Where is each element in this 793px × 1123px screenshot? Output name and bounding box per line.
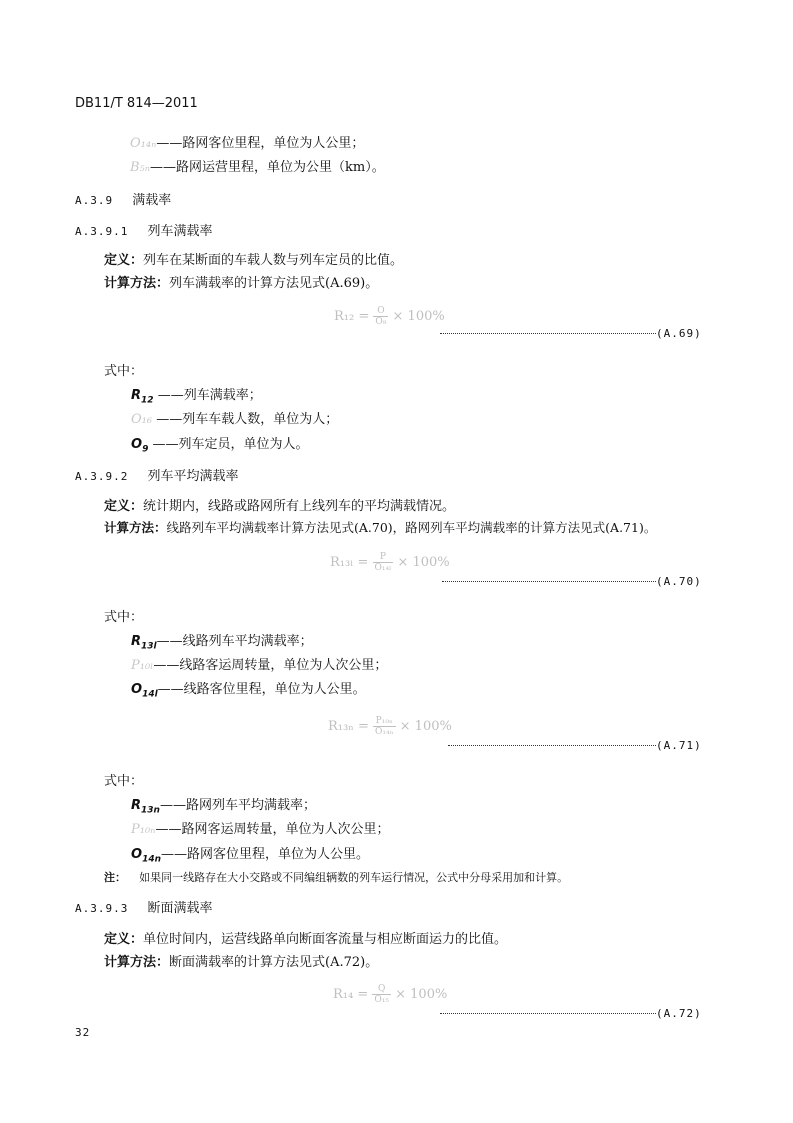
note-label: 注： <box>104 871 126 884</box>
definition-label: 定义： <box>104 253 144 268</box>
formula-fraction <box>373 306 388 327</box>
equation-number: (A.69) <box>656 327 702 340</box>
variable-line <box>131 843 369 865</box>
equation-number: (A.71) <box>656 739 702 752</box>
equation-number: (A.70) <box>656 575 702 588</box>
where-label: 式中： <box>104 774 144 789</box>
dot-leader <box>442 581 656 582</box>
page-number: 32 <box>75 1026 91 1039</box>
symbol: O₁₆ <box>131 412 153 427</box>
where-label: 式中： <box>104 610 144 625</box>
formula-fraction <box>372 984 391 1005</box>
definition-text: 统计期内，线路或路网所有上线列车的平均满载情况。 <box>143 499 456 514</box>
numerator: Q <box>372 984 391 995</box>
variable-text: ——列车定员，单位为人。 <box>152 437 309 452</box>
definition-paragraph <box>104 249 403 268</box>
variable-text: ——线路列车平均满载率； <box>156 634 313 649</box>
calculation-paragraph <box>104 272 378 291</box>
formula-rhs: × 100% <box>399 719 452 734</box>
numerator: P₁₀ₙ <box>373 716 396 727</box>
formula-rhs: × 100% <box>392 309 445 324</box>
denominator: O₉ <box>375 317 387 327</box>
section-title: 满载率 <box>132 193 172 208</box>
note <box>104 866 568 885</box>
symbol: $R_{12}$ <box>131 388 154 406</box>
formula-lhs: R₁₃ₙ = <box>328 719 369 734</box>
section-number: A.3.9.3 <box>75 902 129 915</box>
definition-paragraph <box>104 928 507 947</box>
calculation-paragraph <box>104 518 656 536</box>
document-code: DB11/T 814—2011 <box>75 96 198 111</box>
symbol: $O_{14l}$ <box>131 682 158 700</box>
formula-rhs: × 100% <box>395 987 448 1002</box>
denominator: O₁₅ <box>374 995 389 1005</box>
definition-label: 定义： <box>104 932 144 947</box>
variable-text: ——路网列车平均满载率； <box>159 798 316 813</box>
symbol: P₁₀ₙ <box>131 822 156 837</box>
calculation-label: 计算方法： <box>104 520 167 535</box>
definition-text: 单位时间内，运营线路单向断面客流量与相应断面运力的比值。 <box>143 932 508 947</box>
definition-line <box>130 132 364 151</box>
calculation-text: 线路列车平均满载率计算方法见式(A.70)，路网列车平均满载率的计算方法见式(A.71)。 <box>166 520 657 535</box>
definition-line <box>130 156 385 175</box>
calculation-paragraph <box>104 951 378 970</box>
formula <box>328 716 452 737</box>
symbol: $R_{13l}$ <box>131 634 157 652</box>
note-text: 如果同一线路存在大小交路或不同编组辆数的列车运行情况，公式中分母采用加和计算。 <box>139 871 569 884</box>
section-number: A.3.9.1 <box>75 225 129 238</box>
definition-label: 定义： <box>104 499 144 514</box>
section-heading <box>75 189 171 208</box>
variable-line <box>131 654 387 673</box>
formula-lhs: R₁₃ₗ = <box>330 555 369 570</box>
dot-leader <box>440 1013 656 1014</box>
symbol: $O_9$ <box>131 437 149 455</box>
definition-text: 列车在某断面的车载人数与列车定员的比值。 <box>143 253 404 268</box>
variable-text: ——列车满载率； <box>157 388 262 403</box>
variable-line <box>131 384 262 406</box>
formula <box>333 984 447 1005</box>
calculation-label: 计算方法： <box>104 955 170 970</box>
calculation-text: 列车满载率的计算方法见式(A.69)。 <box>169 276 379 291</box>
denominator: O₁₄ₗ <box>374 563 392 573</box>
numerator: P <box>373 552 394 563</box>
variable-line <box>131 678 366 700</box>
symbol: B₅ₙ <box>130 160 151 175</box>
denominator: O₁₄ₙ <box>375 727 394 737</box>
formula-lhs: R₁₄ = <box>333 987 369 1002</box>
calculation-text: 断面满载率的计算方法见式(A.72)。 <box>169 955 379 970</box>
formula <box>330 552 450 573</box>
variable-text: ——路网客位里程，单位为人公里。 <box>161 847 370 862</box>
symbol: $O_{14n}$ <box>131 847 161 865</box>
calculation-label: 计算方法： <box>104 276 170 291</box>
variable-text: ——列车车载人数，单位为人； <box>156 412 339 427</box>
variable-line <box>131 408 338 427</box>
numerator: O <box>373 306 388 317</box>
formula-rhs: × 100% <box>397 555 450 570</box>
section-number: A.3.9.2 <box>75 470 129 483</box>
formula-lhs: R₁₂ = <box>334 309 370 324</box>
equation-number: (A.72) <box>656 1007 702 1020</box>
symbol: $R_{13n}$ <box>131 798 160 816</box>
symbol: P₁₀ₗ <box>131 658 154 673</box>
section-title: 断面满载率 <box>147 901 213 916</box>
where-label: 式中： <box>104 364 144 379</box>
variable-line <box>131 818 389 837</box>
section-heading <box>75 465 238 484</box>
variable-line <box>131 794 316 816</box>
variable-line <box>131 630 313 652</box>
variable-text: ——线路客运周转量，单位为人次公里； <box>153 658 388 673</box>
dot-leader <box>448 745 656 746</box>
symbol: O₁₄ₙ <box>130 136 157 151</box>
definition-text: ——路网客位里程，单位为人公里； <box>156 136 365 151</box>
section-title: 列车平均满载率 <box>147 469 239 484</box>
section-number: A.3.9 <box>75 194 114 207</box>
formula <box>334 306 445 327</box>
dot-leader <box>440 333 656 334</box>
variable-line <box>131 433 308 455</box>
section-heading <box>75 897 212 916</box>
variable-text: ——路网客运周转量，单位为人次公里； <box>155 822 390 837</box>
section-heading <box>75 220 212 239</box>
formula-fraction <box>373 716 396 737</box>
formula-fraction <box>373 552 394 573</box>
section-title: 列车满载率 <box>147 224 213 239</box>
variable-text: ——线路客位里程，单位为人公里。 <box>157 682 366 697</box>
definition-text: ——路网运营里程，单位为公里（km）。 <box>150 160 385 175</box>
definition-paragraph <box>104 495 455 514</box>
